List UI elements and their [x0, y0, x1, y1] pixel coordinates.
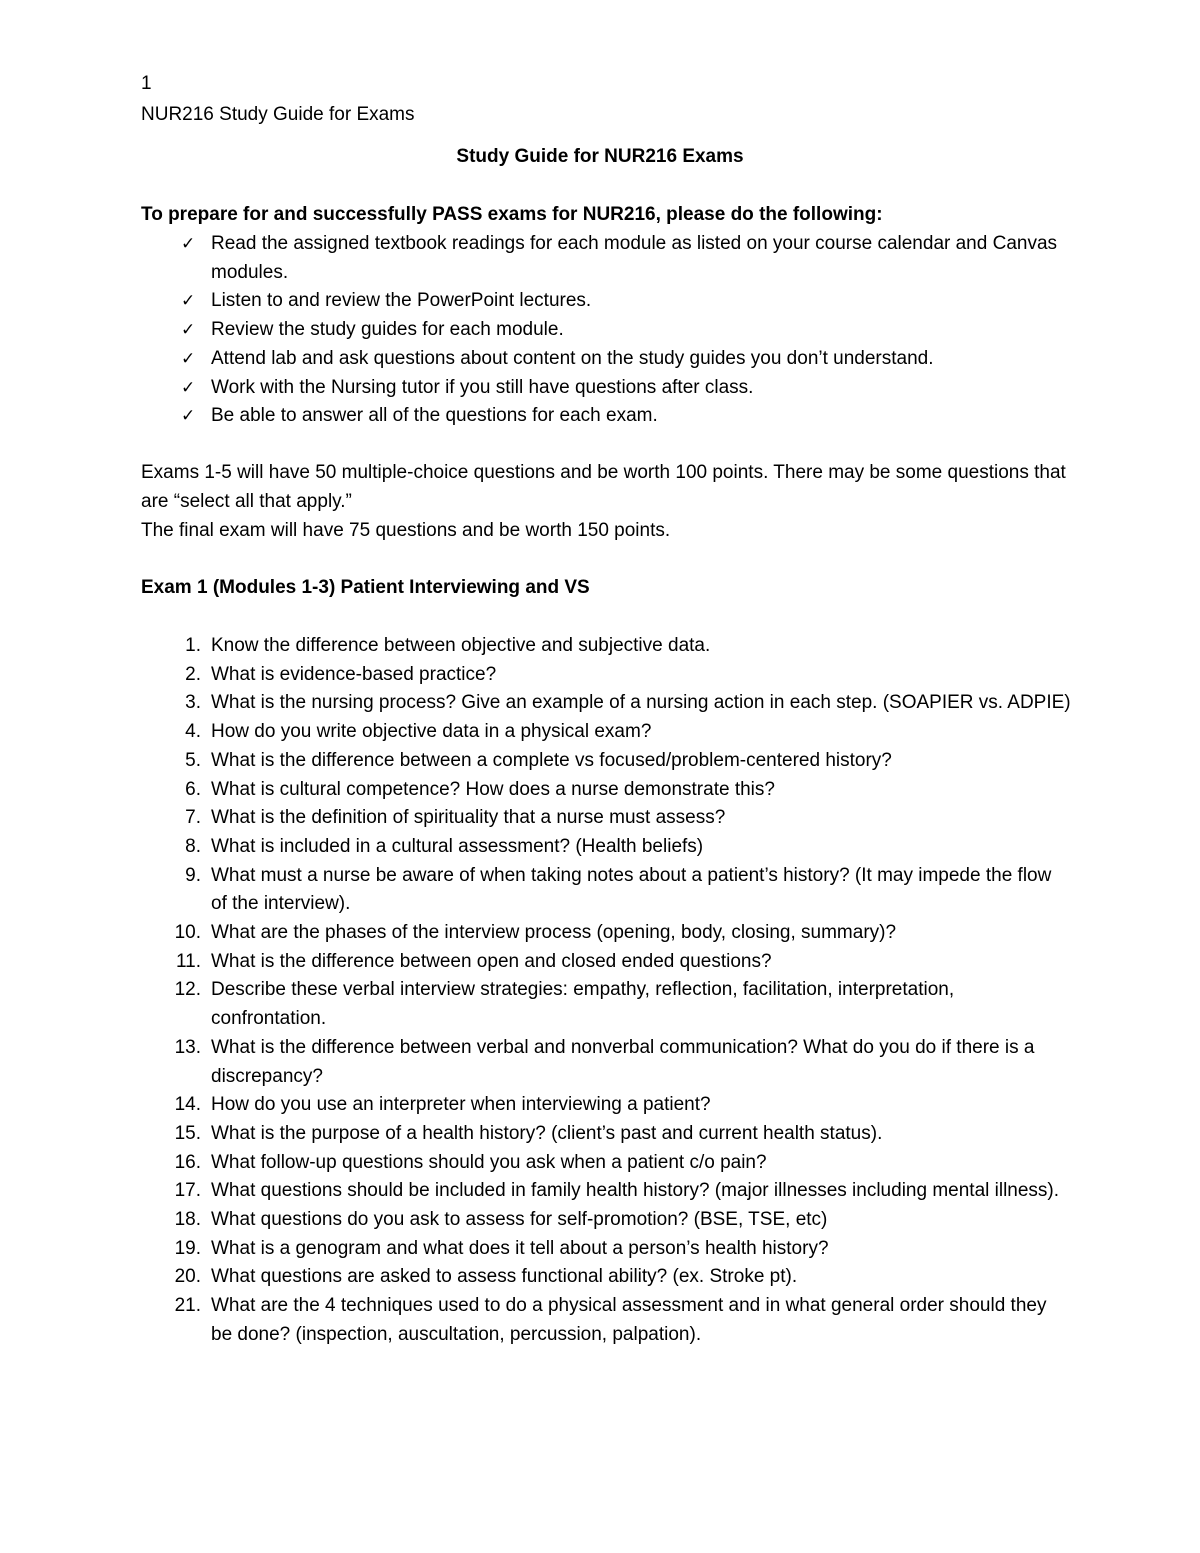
checkmark-icon: ✓ — [181, 234, 196, 254]
exam-format-info: Exams 1-5 will have 50 multiple-choice questions and be worth 100 points. There may be some questions that are “select all that apply.” — [141, 462, 1066, 512]
item-text: What is the difference between verbal and nonverbal communication? What do you do if there is a discrepancy? — [211, 1036, 1035, 1087]
item-number: 4. — [185, 721, 201, 743]
item-number: 10. — [174, 922, 201, 944]
item-text: What are the 4 techniques used to do a physical assessment and in what general order should they be done? (inspection, auscultation, percussion, palpation). — [211, 1295, 1047, 1345]
checklist-item — [141, 230, 1071, 287]
item-text: Know the difference between objective and subjective data. — [211, 635, 711, 656]
checklist-item-text: Read the assigned textbook readings for each module as listed on your course calendar and Canvas modules. — [211, 233, 1058, 283]
list-item — [141, 632, 1071, 661]
item-number: 17. — [174, 1180, 201, 1202]
checklist-item — [141, 374, 1071, 403]
item-text: Describe these verbal interview strategies: empathy, reflection, facilitation, interpretation, confrontation. — [211, 979, 955, 1030]
list-item — [141, 1235, 1071, 1264]
list-item — [141, 1177, 1071, 1206]
item-number: 6. — [185, 778, 201, 800]
list-item — [141, 1120, 1071, 1149]
checkmark-icon: ✓ — [181, 348, 196, 369]
list-item — [141, 689, 1071, 718]
list-item — [141, 776, 1071, 805]
checkmark-icon: ✓ — [181, 320, 196, 341]
item-number: 16. — [174, 1151, 201, 1173]
item-number: 18. — [174, 1209, 201, 1231]
final-exam-info: The final exam will have 75 questions and be worth 150 points. — [141, 520, 671, 541]
item-number: 21. — [174, 1295, 201, 1317]
item-number: 9. — [185, 864, 201, 886]
item-text: What is the difference between open and closed ended questions? — [211, 950, 772, 972]
item-text: How do you write objective data in a physical exam? — [211, 721, 652, 743]
checkmark-icon: ✓ — [181, 291, 196, 312]
running-header: NUR216 Study Guide for Exams — [141, 104, 415, 125]
item-number: 11. — [175, 950, 201, 972]
item-text: What is the definition of spirituality that a nurse must assess? — [211, 807, 726, 829]
item-number: 12. — [174, 979, 201, 1001]
checkmark-icon: ✓ — [181, 377, 196, 398]
item-text: What is included in a cultural assessment? (Health beliefs) — [211, 835, 704, 857]
checklist-item — [141, 287, 1071, 316]
item-text: How do you use an interpreter when interviewing a patient? — [211, 1094, 711, 1116]
item-text: What is the nursing process? Give an example of a nursing action in each step. (SOAPIER vs. ADPIE) — [211, 692, 1071, 714]
checklist-item — [141, 345, 1071, 374]
intro-heading: To prepare for and successfully PASS exams for NUR216, please do the following: — [141, 204, 883, 225]
list-item — [141, 1292, 1071, 1349]
list-item — [141, 862, 1071, 919]
item-number: 5. — [185, 749, 201, 771]
document-title: Study Guide for NUR216 Exams — [456, 146, 744, 167]
checklist-item — [141, 316, 1071, 345]
list-item — [141, 1091, 1071, 1120]
exam1-question-list — [141, 632, 1071, 1350]
checklist-item-text: Work with the Nursing tutor if you still have questions after class. — [211, 376, 754, 398]
checkmark-icon: ✓ — [181, 406, 196, 427]
item-text: What is cultural competence? How does a nurse demonstrate this? — [211, 778, 775, 800]
list-item — [141, 976, 1071, 1033]
checklist-item-text: Review the study guides for each module. — [211, 319, 564, 341]
list-item — [141, 1206, 1071, 1235]
item-text: What is evidence-based practice? — [211, 663, 497, 685]
item-number: 1. — [185, 635, 201, 656]
checklist-item — [141, 402, 1071, 431]
item-number: 3. — [185, 692, 201, 714]
item-text: What questions are asked to assess functional ability? (ex. Stroke pt). — [211, 1266, 798, 1288]
item-text: What is the purpose of a health history? (client’s past and current health status). — [211, 1122, 883, 1144]
page-number: 1 — [141, 73, 152, 94]
item-text: What questions should be included in family health history? (major illnesses including mental illness). — [211, 1180, 1060, 1202]
list-item — [141, 747, 1071, 776]
list-item — [141, 919, 1071, 948]
item-text: What follow-up questions should you ask when a patient c/o pain? — [211, 1151, 767, 1173]
list-item — [141, 1263, 1071, 1292]
list-item — [141, 1149, 1071, 1178]
item-number: 13. — [174, 1036, 201, 1058]
checklist-item-text: Attend lab and ask questions about content on the study guides you don’t understand. — [211, 347, 934, 369]
item-number: 7. — [185, 807, 201, 829]
item-number: 20. — [174, 1266, 201, 1288]
item-text: What must a nurse be aware of when taking notes about a patient’s history? (It may impede the flow of the interview). — [211, 864, 1052, 915]
list-item — [141, 804, 1071, 833]
item-text: What is the difference between a complete vs focused/problem-centered history? — [211, 749, 892, 771]
list-item — [141, 718, 1071, 747]
list-item — [141, 833, 1071, 862]
list-item — [141, 1034, 1071, 1091]
item-number: 2. — [185, 663, 201, 685]
exam1-heading: Exam 1 (Modules 1-3) Patient Interviewing and VS — [141, 577, 590, 598]
item-text: What questions do you ask to assess for self-promotion? (BSE, TSE, etc) — [211, 1209, 828, 1231]
list-item — [141, 948, 1071, 977]
item-number: 14. — [174, 1094, 201, 1116]
item-number: 19. — [174, 1237, 201, 1259]
item-text: What is a genogram and what does it tell about a person’s health history? — [211, 1237, 829, 1259]
item-number: 15. — [174, 1122, 201, 1144]
item-text: What are the phases of the interview process (opening, body, closing, summary)? — [211, 922, 897, 944]
item-number: 8. — [185, 835, 201, 857]
checklist-item-text: Listen to and review the PowerPoint lectures. — [211, 290, 592, 312]
preparation-checklist — [141, 230, 1071, 431]
list-item — [141, 661, 1071, 690]
checklist-item-text: Be able to answer all of the questions for each exam. — [211, 405, 658, 427]
